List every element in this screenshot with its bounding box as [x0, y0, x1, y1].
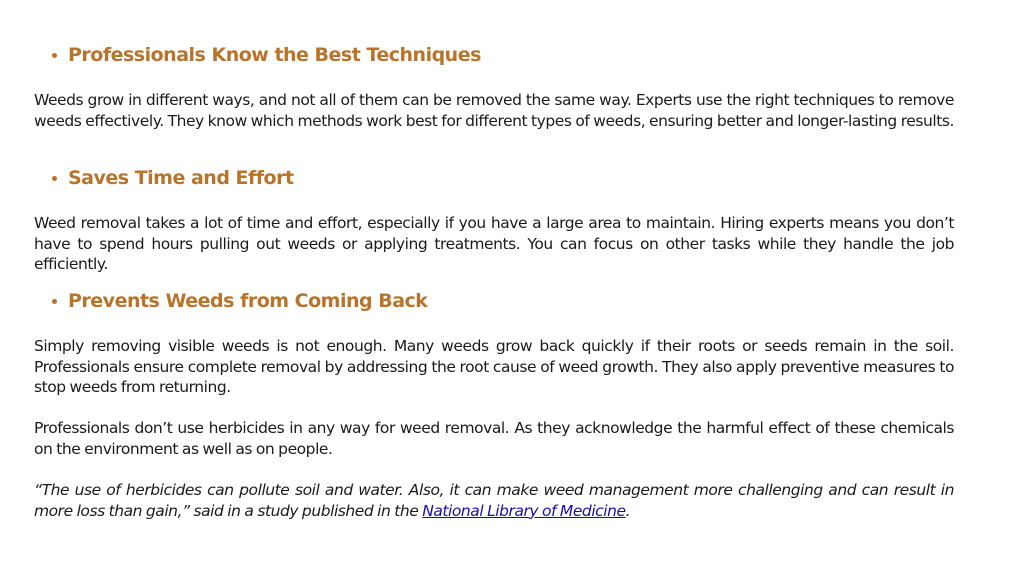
section-body-prevents: Simply removing visible weeds is not enough. Many weeds grow back quickly if their roots or seeds remain in the soil. Professionals ensure complete removal by addressing the root cause of weed growth. They also apply preventive measures to stop weeds from returning. — [34, 337, 954, 397]
bullet-icon — [52, 53, 57, 58]
bullet-icon — [52, 299, 57, 304]
quote-end: . — [625, 501, 631, 520]
herbicides-paragraph: Professionals don’t use herbicides in any way for weed removal. As they acknowledge the harmful effect of these chemicals on the environment as well as on people. — [34, 419, 954, 458]
quote-text: “The use of herbicides can pollute soil and water. Also, it can make weed management more challenging and can result in more loss than gain,” said in a study published in the — [34, 481, 954, 520]
section-heading-prevents — [34, 290, 427, 312]
heading-text: Prevents Weeds from Coming Back — [68, 290, 428, 312]
national-library-link[interactable]: National Library of Medicine — [422, 501, 626, 520]
bullet-icon — [52, 176, 57, 181]
section-body-time: Weed removal takes a lot of time and effort, especially if you have a large area to maintain. Hiring experts means you don’t have to spend hours pulling out weeds or applying treatments. You can focus on other tasks while they handle the job efficiently. — [34, 214, 954, 274]
section-heading-time — [34, 167, 294, 189]
heading-text: Professionals Know the Best Techniques — [68, 44, 481, 66]
section-heading-techniques — [34, 44, 481, 66]
section-body-techniques: Weeds grow in different ways, and not all of them can be removed the same way. Experts use the right techniques to remove weeds effectively. They know which methods work best for different types of weeds, ensuring better and longer-lasting results. — [34, 91, 954, 130]
quote-paragraph — [34, 480, 954, 521]
heading-text: Saves Time and Effort — [68, 167, 294, 189]
